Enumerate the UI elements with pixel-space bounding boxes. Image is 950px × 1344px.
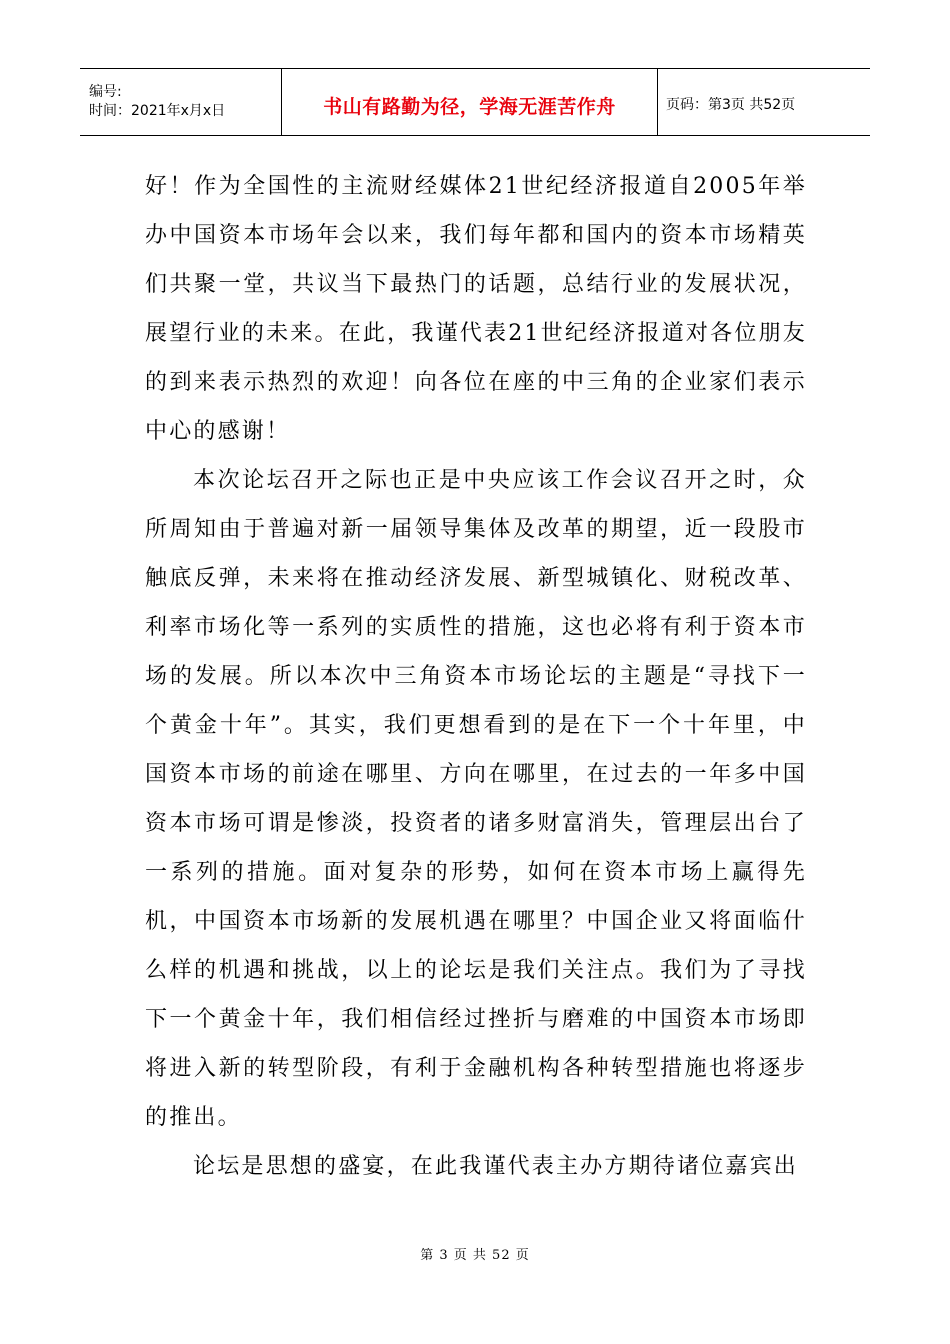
document-date: 时间：2021年x月x日 bbox=[89, 103, 226, 119]
body-paragraph: 好！作为全国性的主流财经媒体21世纪经济报道自2005年举办中国资本市场年会以来，我们每年都和国内的资本市场精英们共聚一堂，共议当下最热门的话题，总结行业的发展状况，展望行业的未来。在此，我谨代表21世纪经济报道对各位朋友的到来表示热烈的欢迎！向各位在座的中三角的企业家们表示中心的感谢！ bbox=[145, 174, 807, 444]
header-motto-cell bbox=[282, 69, 658, 135]
document-header bbox=[80, 68, 870, 136]
document-number-label: 编号: bbox=[89, 84, 122, 100]
page-footer: 第 3 页 共 52 页 bbox=[420, 1248, 530, 1263]
header-meta-cell bbox=[80, 69, 282, 135]
header-motto: 书山有路勤为径，学海无涯苦作舟 bbox=[323, 95, 616, 118]
header-page-cell bbox=[658, 69, 870, 135]
document-body bbox=[145, 162, 807, 1191]
header-page-info: 页码：第3页 共52页 bbox=[666, 97, 796, 113]
body-paragraph: 本次论坛召开之际也正是中央应该工作会议召开之时，众所周知由于普遍对新一届领导集体及改革的期望，近一段股市触底反弹，未来将在推动经济发展、新型城镇化、财税改革、利率市场化等一系列的实质性的措施，这也必将有利于资本市场的发展。所以本次中三角资本市场论坛的主题是“寻找下一个黄金十年”。其实，我们更想看到的是在下一个十年里，中国资本市场的前途在哪里、方向在哪里，在过去的一年多中国资本市场可谓是惨淡，投资者的诸多财富消失，管理层出台了一系列的措施。面对复杂的形势，如何在资本市场上赢得先机，中国资本市场新的发展机遇在哪里？中国企业又将面临什么样的机遇和挑战，以上的论坛是我们关注点。我们为了寻找下一个黄金十年，我们相信经过挫折与磨难的中国资本市场即将进入新的转型阶段，有利于金融机构各种转型措施也将逐步的推出。 bbox=[145, 468, 807, 1130]
body-paragraph: 论坛是思想的盛宴，在此我谨代表主办方期待诸位嘉宾出 bbox=[193, 1154, 799, 1179]
